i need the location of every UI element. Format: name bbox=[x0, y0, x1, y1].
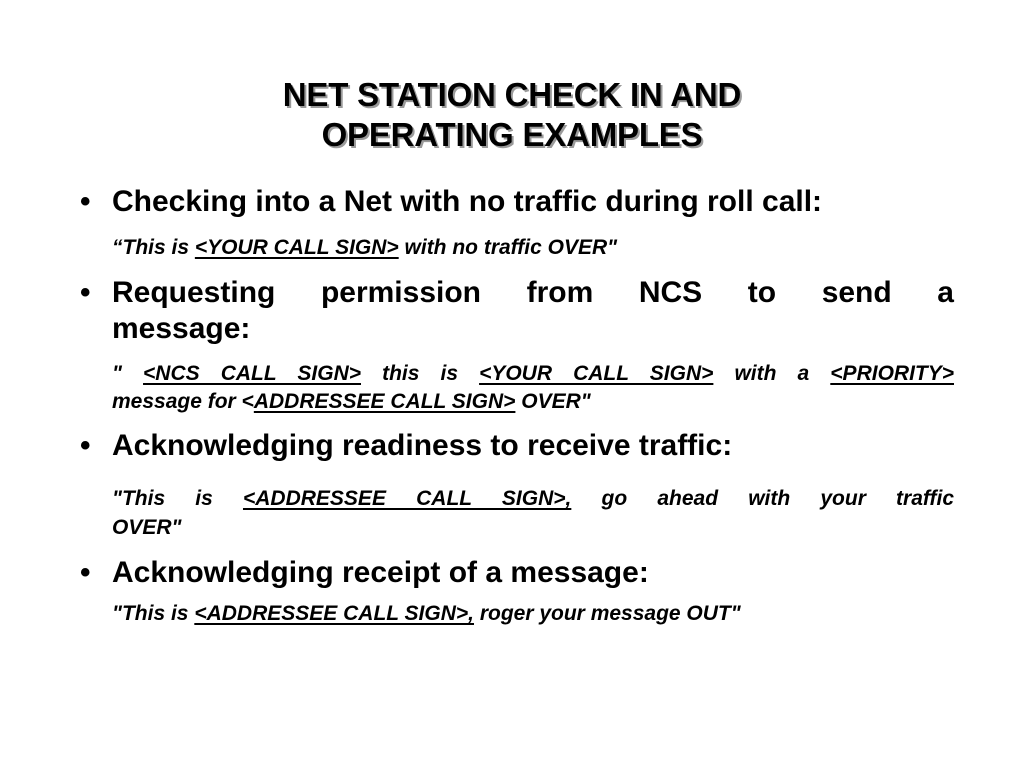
bullet-heading-4: Acknowledging receipt of a message: bbox=[112, 556, 649, 589]
bullet-dot: • bbox=[80, 429, 91, 462]
quote-text: with no traffic OVER" bbox=[398, 236, 618, 259]
bullet-item-2 bbox=[80, 275, 954, 351]
quote-text: go ahead with your traffic bbox=[571, 487, 955, 510]
call-sign-placeholder: <YOUR CALL SIGN> bbox=[194, 236, 399, 259]
quote-text: message for < bbox=[112, 390, 254, 413]
quote-text: this is bbox=[361, 362, 480, 385]
quote-3-line-1 bbox=[112, 485, 954, 513]
quote-2-line-1 bbox=[112, 360, 954, 388]
slide-title-line-2: OPERATING EXAMPLES bbox=[321, 116, 703, 153]
bullet-item-1 bbox=[80, 184, 954, 224]
call-sign-placeholder: <ADDRESSEE CALL SIGN>, bbox=[242, 487, 572, 510]
call-sign-placeholder: <ADDRESSEE CALL SIGN>, bbox=[194, 602, 474, 625]
bullet-dot: • bbox=[80, 185, 91, 218]
bullet-heading-1: Checking into a Net with no traffic during roll call: bbox=[112, 185, 823, 218]
call-sign-placeholder: <NCS CALL SIGN> bbox=[143, 362, 361, 385]
quote-3-line-2: OVER" bbox=[112, 516, 182, 539]
quote-1 bbox=[112, 234, 954, 262]
bullet-heading-2-line-2: message: bbox=[112, 312, 251, 345]
bullet-item-4 bbox=[80, 555, 954, 595]
quote-4 bbox=[112, 600, 954, 628]
bullet-dot: • bbox=[80, 556, 91, 589]
priority-placeholder: <PRIORITY> bbox=[830, 362, 954, 385]
quote-text: OVER" bbox=[515, 390, 591, 413]
bullet-item-3 bbox=[80, 428, 954, 468]
call-sign-placeholder: <YOUR CALL SIGN> bbox=[479, 362, 714, 385]
slide-title-line-1: NET STATION CHECK IN AND bbox=[282, 76, 742, 113]
call-sign-placeholder: ADDRESSEE CALL SIGN> bbox=[253, 390, 516, 413]
quote-text: “This is bbox=[112, 236, 195, 259]
bullet-heading-2-line-1: Requesting permission from NCS to send a bbox=[112, 276, 954, 309]
quote-text: with a bbox=[713, 362, 831, 385]
quote-text: "This is bbox=[112, 602, 195, 625]
bullet-dot: • bbox=[80, 276, 91, 309]
quote-text: roger your message OUT" bbox=[474, 602, 741, 625]
quote-text: "This is bbox=[112, 487, 243, 510]
quote-text: " bbox=[112, 362, 144, 385]
bullet-heading-3: Acknowledging readiness to receive traffic: bbox=[112, 429, 733, 462]
quote-2-line-2 bbox=[112, 388, 954, 416]
